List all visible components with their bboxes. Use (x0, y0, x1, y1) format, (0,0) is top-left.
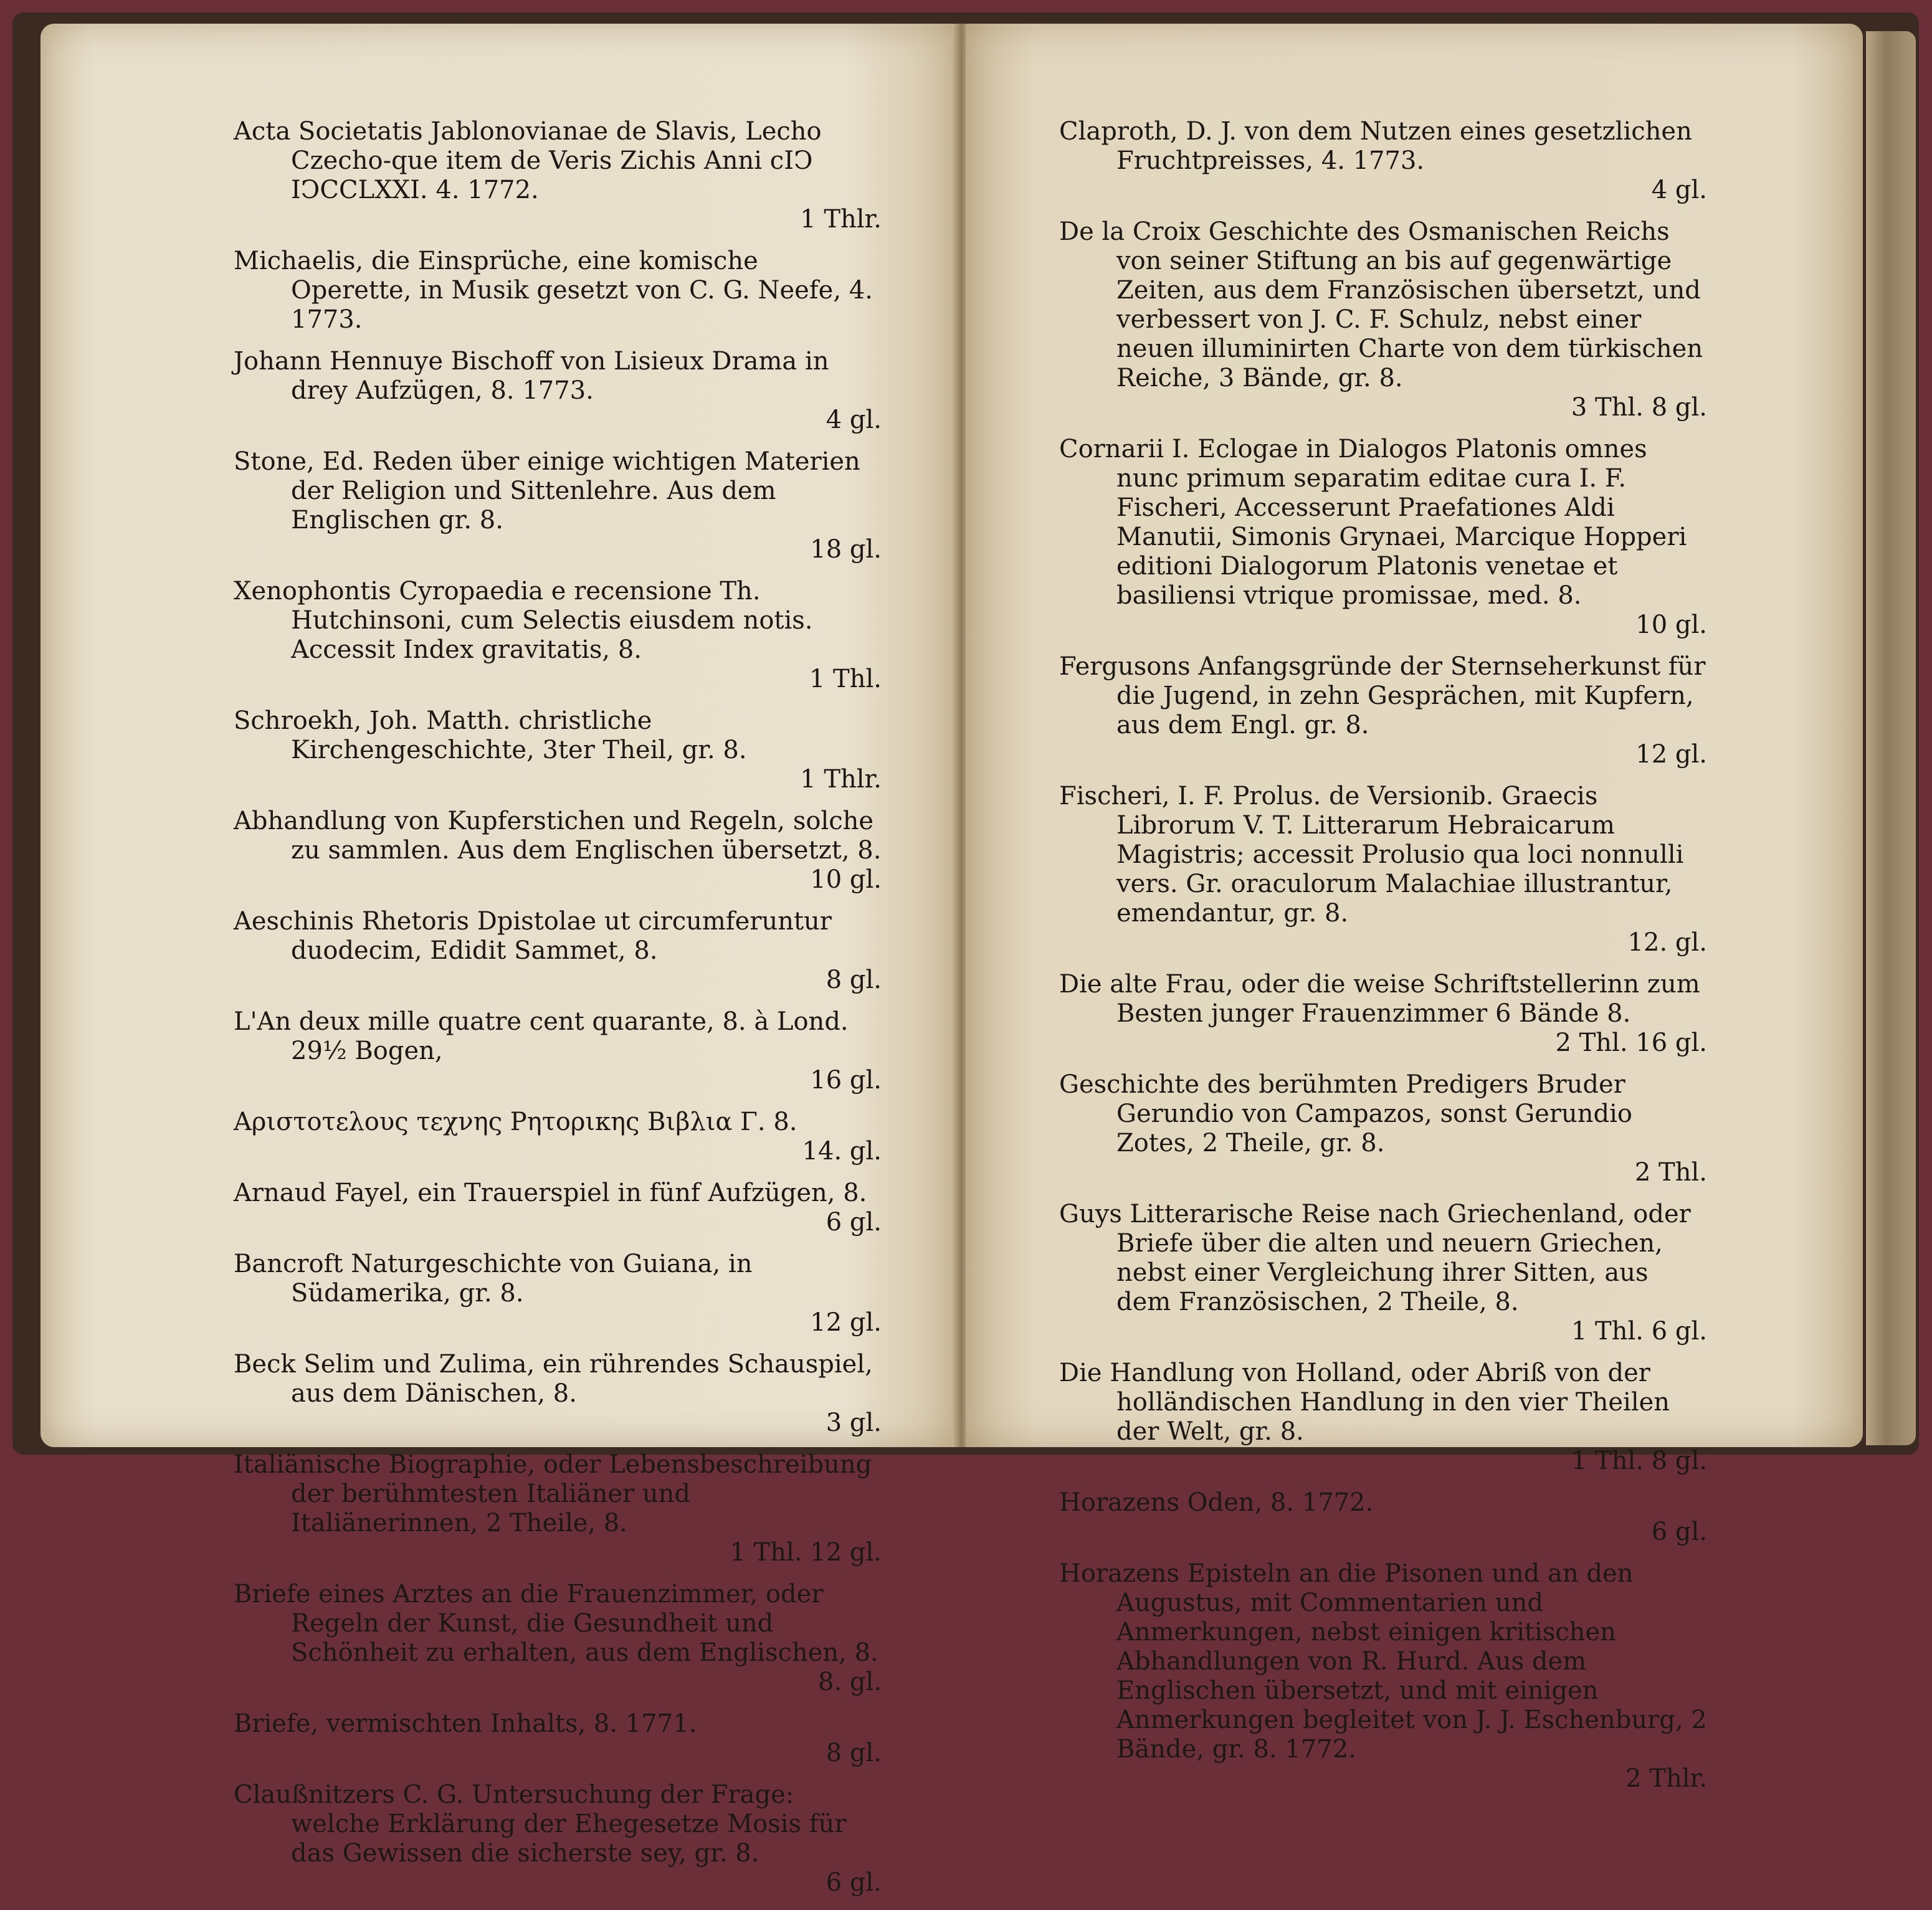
catalog-entry (234, 1780, 882, 1898)
right-page (966, 24, 1863, 1793)
entry-price: 6 gl. (826, 1868, 882, 1897)
entry-text: Geschichte des berühmten Predigers Bruder Gerundio von Campazos, sonst Gerundio Zotes, 2 Theile, gr. 8. (1059, 1070, 1633, 1157)
entry-text: L'An deux mille quatre cent quarante, 8. à Lond. 29½ Bogen, (234, 1007, 849, 1065)
entry-price: 4 gl. (1651, 176, 1707, 204)
entry-text: Aeschinis Rhetoris Dpistolae ut circumferuntur duodecim, Edidit Sammet, 8. (234, 907, 832, 965)
entry-text: Αριστοτελους τεχνης Ρητορικης Βιβλια Γ. 8. (234, 1108, 797, 1136)
entry-price: 12 gl. (1635, 740, 1707, 769)
entry-text: Abhandlung von Kupferstichen und Regeln, solche zu sammlen. Aus dem Englischen übersetzt, 8. (234, 807, 882, 865)
entry-text: Cornarii I. Eclogae in Dialogos Platonis omnes nunc primum separatim editae cura I. F. Fischeri, Accesserunt Praefationes Aldi Manutii, Simonis Grynaei, Marcique Hopperi editioni Dialogorum Platonis venetae et basiliensi vtrique promissae, med. 8. (1059, 435, 1687, 610)
right-page-column (1059, 117, 1707, 1806)
catalog-entry (234, 1108, 882, 1166)
entry-price: 14. gl. (802, 1137, 882, 1166)
open-book (12, 12, 1919, 1897)
entry-price: 3 gl. (826, 1409, 882, 1437)
entry-text: De la Croix Geschichte des Osmanischen Reichs von seiner Stiftung an bis auf gegenwärtige Zeiten, aus dem Französischen übersetzt, und verbessert von J. C. F. Schulz, nebst einer neuen illuminirten Charte von dem türkischen Reiche, 3 Bände, gr. 8. (1059, 217, 1703, 392)
entry-price: 12. gl. (1627, 928, 1707, 957)
catalog-entry (234, 1709, 882, 1768)
entry-price: 6 gl. (826, 1208, 882, 1237)
catalog-entry (234, 706, 882, 794)
entry-text: Fischeri, I. F. Prolus. de Versionib. Graecis Librorum V. T. Litterarum Hebraicarum Magistris; accessit Prolusio qua loci nonnulli vers. Gr. oraculorum Malachiae illustrantur, emendantur, gr. 8. (1059, 782, 1684, 928)
entry-text: Claußnitzers C. G. Untersuchung der Frage: welche Erklärung der Ehegesetze Mosis für das Gewissen die sicherste sey, gr. 8. (234, 1780, 847, 1868)
catalog-entry (1059, 1070, 1707, 1187)
catalog-entry (1059, 1200, 1707, 1346)
entry-text: Fergusons Anfangsgründe der Sternseherkunst für die Jugend, in zehn Gesprächen, mit Kupfern, aus dem Engl. gr. 8. (1059, 652, 1706, 739)
catalog-entry (1059, 435, 1707, 640)
entry-price: 10 gl. (1635, 611, 1707, 639)
entry-price: 1 Thl. (809, 665, 882, 693)
catalog-entry (234, 1250, 882, 1337)
entry-price: 12 gl. (810, 1308, 882, 1337)
entry-price: 16 gl. (810, 1066, 882, 1095)
catalog-entry (234, 1450, 882, 1567)
left-page (40, 24, 956, 1897)
entry-text: Horazens Episteln an die Pisonen und an den Augustus, mit Commentarien und Anmerkungen, nebst einigen kritischen Abhandlungen von R. Hurd. Aus dem Englischen übersetzt, und mit einigen Anmerkungen begleitet von J. J. Eschenburg, 2 Bände, gr. 8. 1772. (1059, 1559, 1707, 1764)
entry-text: Michaelis, die Einsprüche, eine komische Operette, in Musik gesetzt von C. G. Neefe, 4. 1773. (234, 247, 873, 334)
entry-price: 1 Thl. 12 gl. (730, 1538, 882, 1567)
entry-price: 1 Thlr. (800, 205, 882, 234)
entry-text: Arnaud Fayel, ein Trauerspiel in fünf Aufzügen, 8. (234, 1179, 867, 1207)
entry-text: Beck Selim und Zulima, ein rührendes Schauspiel, aus dem Dänischen, 8. (234, 1350, 873, 1408)
entry-price: 4 gl. (826, 406, 882, 434)
catalog-entry (1059, 1359, 1707, 1476)
entry-price: 2 Thl. (1634, 1158, 1707, 1187)
entry-price: 8 gl. (826, 966, 882, 994)
entry-text: Stone, Ed. Reden über einige wichtigen Materien der Religion und Sittenlehre. Aus dem Englischen gr. 8. (234, 447, 860, 535)
entry-text: Schroekh, Joh. Matth. christliche Kirchengeschichte, 3ter Theil, gr. 8. (234, 706, 747, 764)
catalog-entry (234, 347, 882, 435)
catalog-entry (234, 577, 882, 694)
entry-price: 8. gl. (818, 1668, 882, 1696)
catalog-entry (234, 247, 882, 335)
page-edges (1866, 31, 1916, 1445)
entry-text: Die alte Frau, oder die weise Schriftstellerinn zum Besten junger Frauenzimmer 6 Bände 8. (1059, 970, 1700, 1028)
entry-price: 6 gl. (1651, 1518, 1707, 1546)
entry-text: Xenophontis Cyropaedia e recensione Th. Hutchinsoni, cum Selectis eiusdem notis. Accessit Index gravitatis, 8. (234, 577, 813, 664)
entry-text: Briefe eines Arztes an die Frauenzimmer, oder Regeln der Kunst, die Gesundheit und Schönheit zu erhalten, aus dem Englischen, 8. (234, 1580, 878, 1667)
entry-price: 10 gl. (810, 865, 882, 894)
entry-price: 2 Thl. 16 gl. (1555, 1029, 1707, 1057)
catalog-entry (1059, 1559, 1707, 1794)
catalog-entry (234, 1179, 882, 1237)
catalog-entry (1059, 117, 1707, 205)
entry-price: 3 Thl. 8 gl. (1571, 393, 1707, 422)
catalog-entry (1059, 1488, 1707, 1547)
catalog-entry (1059, 652, 1707, 769)
entry-text: Johann Hennuye Bischoff von Lisieux Drama in drey Aufzügen, 8. 1773. (234, 347, 829, 405)
catalog-entry (234, 1580, 882, 1697)
catalog-entry (234, 117, 882, 234)
catalog-entry (234, 807, 882, 895)
left-page-column (234, 117, 882, 1910)
entry-price: 1 Thlr. (800, 765, 882, 794)
catalog-entry (234, 1007, 882, 1095)
entry-text: Italiänische Biographie, oder Lebensbeschreibung der berühmtesten Italiäner und Italiänerinnen, 2 Theile, 8. (234, 1450, 872, 1537)
catalog-entry (234, 447, 882, 564)
catalog-entry (1059, 782, 1707, 957)
catalog-entry (1059, 970, 1707, 1058)
entry-price: 18 gl. (810, 535, 882, 564)
catalog-entry (234, 1350, 882, 1438)
entry-price: 2 Thlr. (1625, 1764, 1707, 1793)
entry-price: 1 Thl. 6 gl. (1571, 1317, 1707, 1346)
entry-price: 1 Thl. 8 gl. (1571, 1447, 1707, 1475)
entry-text: Acta Societatis Jablonovianae de Slavis, Lecho Czecho-que item de Veris Zichis Anni cIↃ IↃCCLXXI. 4. 1772. (234, 117, 822, 204)
entry-text: Die Handlung von Holland, oder Abriß von der holländischen Handlung in den vier Theilen der Welt, gr. 8. (1059, 1359, 1670, 1446)
entry-price: 8 gl. (826, 1739, 882, 1767)
catalog-entry (1059, 217, 1707, 422)
catalog-entry (234, 907, 882, 995)
entry-text: Claproth, D. J. von dem Nutzen eines gesetzlichen Fruchtpreisses, 4. 1773. (1059, 117, 1692, 175)
entry-text: Bancroft Naturgeschichte von Guiana, in Südamerika, gr. 8. (234, 1250, 753, 1308)
entry-text: Horazens Oden, 8. 1772. (1059, 1488, 1374, 1517)
entry-text: Briefe, vermischten Inhalts, 8. 1771. (234, 1709, 697, 1738)
entry-text: Guys Litterarische Reise nach Griechenland, oder Briefe über die alten und neuern Griechen, nebst einer Vergleichung ihrer Sitten, aus dem Französischen, 2 Theile, 8. (1059, 1200, 1691, 1316)
